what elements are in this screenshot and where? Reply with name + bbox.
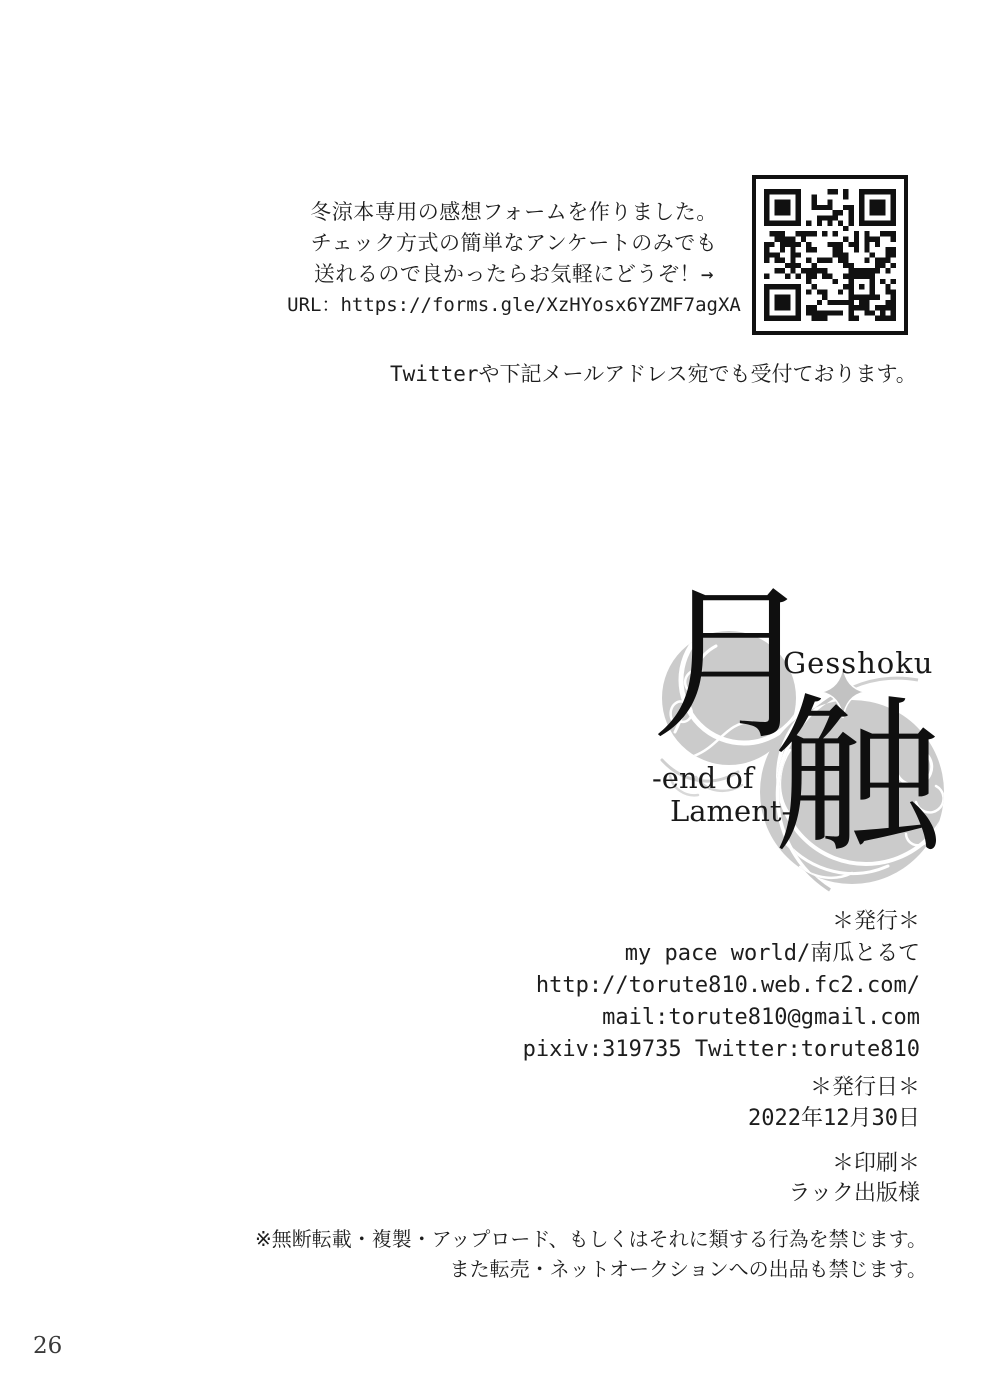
circle-name: my pace world/南瓜とるて [624,941,920,966]
printer-header: ＊印刷＊ [831,1151,920,1176]
mail-address: mail:torute810@gmail.com [602,1005,920,1030]
title-kanji-first: 月 [650,567,818,763]
printer-name: ラック出版様 [788,1181,920,1206]
feedback-form-note [281,197,747,321]
page-number: 26 [33,1333,63,1359]
website-url: http://torute810.web.fc2.com/ [535,973,920,998]
feedback-form-url: URL：https://forms.gle/XzHYosx6YZMF7agXA [287,294,741,316]
warning-line-2: また転売・ネットオークションへの出品も禁じます。 [449,1257,927,1281]
issue-date: 2022年12月30日 [748,1106,920,1131]
reproduction-warning [255,1224,927,1284]
feedback-line-3: 送れるので良かったらお気軽にどうぞ！→ [313,262,715,286]
title-logo [600,567,1000,920]
feedback-line-2: チェック方式の簡単なアンケートのみでも [310,231,718,255]
publisher-header: ＊発行＊ [831,909,920,934]
qr-code [752,175,908,335]
title-subtitle-line2: Lament- [670,794,792,828]
title-romaji: Gesshoku [783,646,934,680]
colophon-date-block [748,1072,920,1134]
social-accounts: pixiv:319735 Twitter:torute810 [522,1037,920,1062]
contact-note: Twitterや下記メールアドレス宛でも受付ております。 [390,362,917,386]
warning-line-1: ※無断転載・複製・アップロード、もしくはそれに類する行為を禁じます。 [255,1227,927,1251]
date-header: ＊発行日＊ [809,1075,920,1100]
feedback-line-1: 冬涼本専用の感想フォームを作りました。 [310,200,718,224]
title-kanji-second: 触 [772,679,943,877]
title-subtitle-line1: -end of [652,761,754,795]
colophon-printer-block [788,1149,920,1209]
qr-code-icon [764,189,896,321]
colophon-publisher-block [523,906,920,1066]
